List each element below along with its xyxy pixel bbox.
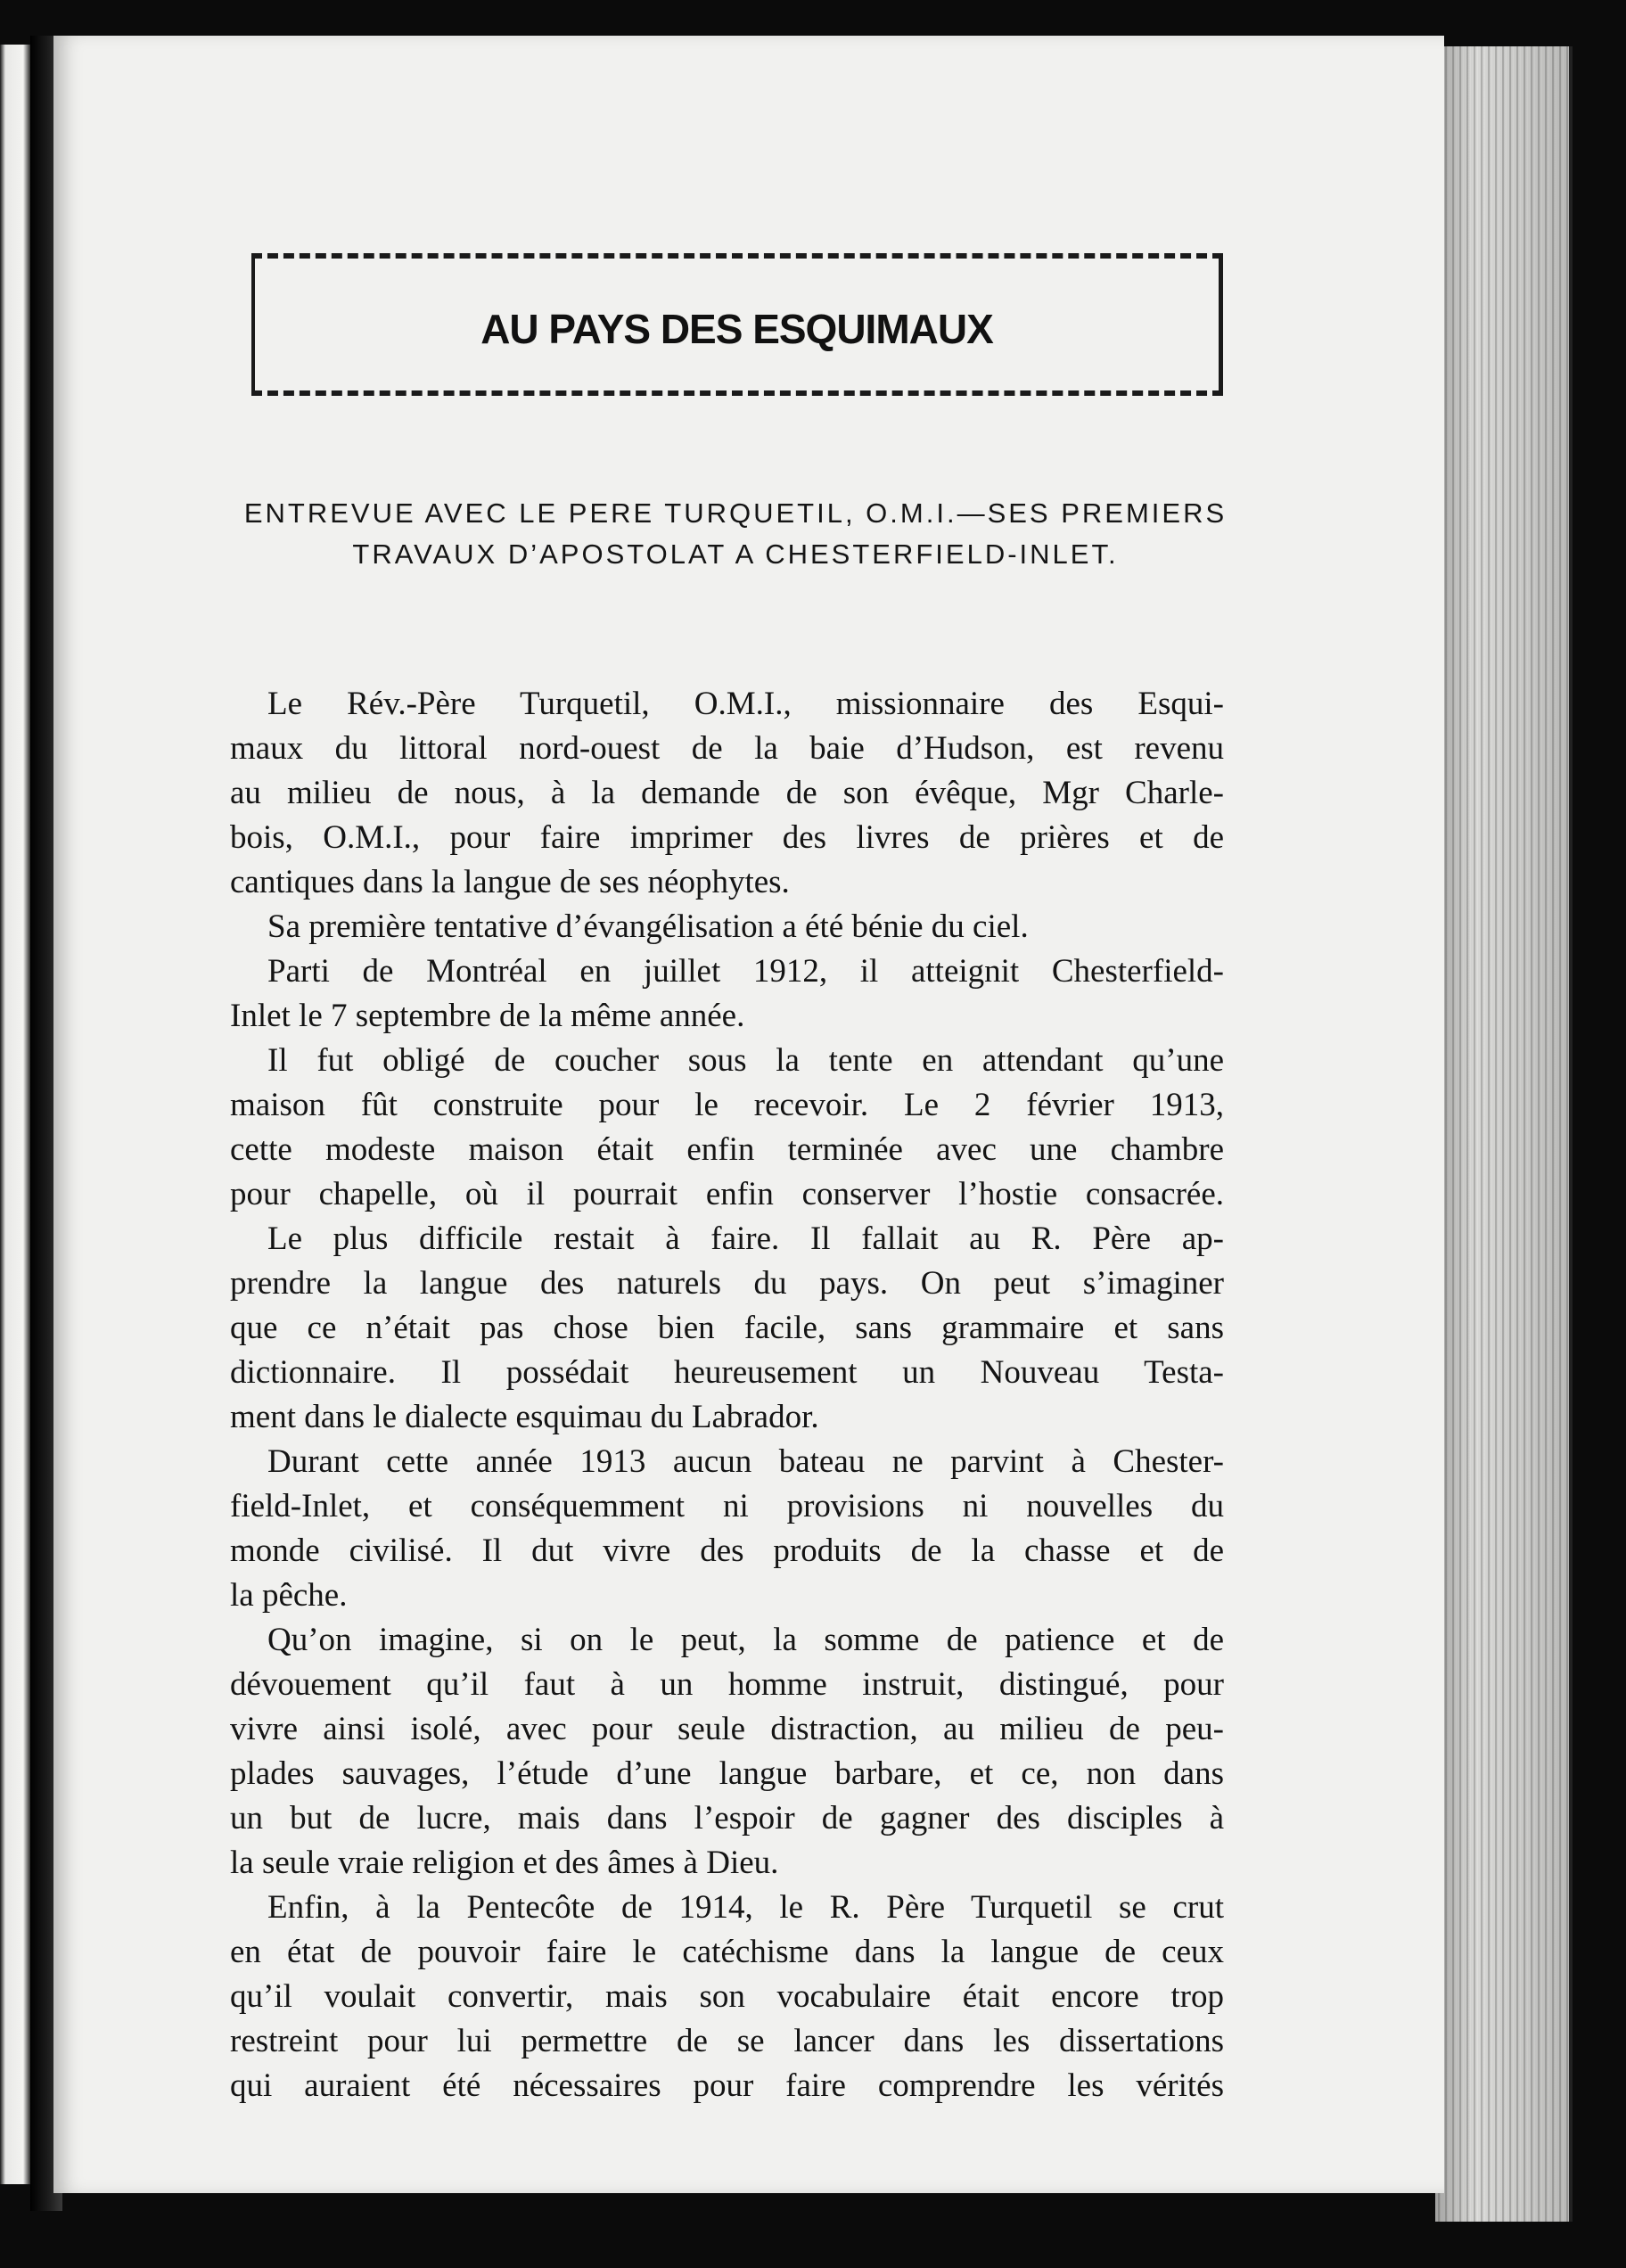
text-line: Sa première tentative d’évangélisation a été bénie du ciel. bbox=[267, 908, 1029, 945]
subtitle-line-1: ENTREVUE AVEC LE PERE TURQUETIL, O.M.I.—SES PREMIERS bbox=[243, 497, 1228, 529]
text-line: Inlet le 7 septembre de la même année. bbox=[230, 998, 745, 1034]
text-line: ment dans le dialecte esquimau du Labrador. bbox=[230, 1399, 819, 1435]
stacked-page-edges bbox=[1435, 46, 1573, 2222]
text-line: prendre la langue des naturels du pays. On peut s’imaginer bbox=[230, 1265, 1224, 1302]
text-line: field-Inlet, et conséquemment ni provisions ni nouvelles du bbox=[230, 1488, 1224, 1524]
text-line: pour chapelle, où il pourrait enfin conserver l’hostie consacrée. bbox=[230, 1176, 1224, 1212]
text-line: Il fut obligé de coucher sous la tente en attendant qu’une bbox=[267, 1042, 1224, 1079]
text-line: Qu’on imagine, si on le peut, la somme de patience et de bbox=[267, 1622, 1224, 1658]
text-line: dévouement qu’il faut à un homme instruit, distingué, pour bbox=[230, 1666, 1224, 1703]
text-line: la pêche. bbox=[230, 1577, 348, 1614]
text-line: Le Rév.-Père Turquetil, O.M.I., missionnaire des Esqui- bbox=[267, 686, 1224, 722]
text-line: Durant cette année 1913 aucun bateau ne parvint à Chester- bbox=[267, 1443, 1224, 1480]
text-line: monde civilisé. Il dut vivre des produits de la chasse et de bbox=[230, 1533, 1224, 1569]
text-line: vivre ainsi isolé, avec pour seule distraction, au milieu de peu- bbox=[230, 1711, 1224, 1747]
text-line: plades sauvages, l’étude d’une langue barbare, et ce, non dans bbox=[230, 1755, 1224, 1792]
text-line: restreint pour lui permettre de se lancer dans les dissertations bbox=[230, 2023, 1224, 2059]
facing-page-edge bbox=[0, 45, 30, 2184]
page-title: AU PAYS DES ESQUIMAUX bbox=[480, 306, 993, 352]
text-line: bois, O.M.I., pour faire imprimer des livres de prières et de bbox=[230, 819, 1224, 856]
text-line: cette modeste maison était enfin terminée avec une chambre bbox=[230, 1131, 1224, 1168]
text-line: Enfin, à la Pentecôte de 1914, le R. Père Turquetil se crut bbox=[267, 1889, 1224, 1926]
text-line: un but de lucre, mais dans l’espoir de gagner des disciples à bbox=[230, 1800, 1224, 1837]
subtitle-line-2: TRAVAUX D’APOSTOLAT A CHESTERFIELD-INLET. bbox=[352, 538, 1119, 570]
text-line: la seule vraie religion et des âmes à Dieu. bbox=[230, 1845, 779, 1881]
text-line: dictionnaire. Il possédait heureusement un Nouveau Testa- bbox=[230, 1354, 1224, 1391]
text-line: en état de pouvoir faire le catéchisme dans la langue de ceux bbox=[230, 1934, 1224, 1970]
text-line: Le plus difficile restait à faire. Il fallait au R. Père ap- bbox=[267, 1220, 1224, 1257]
text-line: maison fût construite pour le recevoir. Le 2 février 1913, bbox=[230, 1087, 1224, 1123]
text-line: Parti de Montréal en juillet 1912, il atteignit Chesterfield- bbox=[267, 953, 1224, 990]
text-line: que ce n’était pas chose bien facile, sans grammaire et sans bbox=[230, 1310, 1224, 1346]
text-line: qu’il voulait convertir, mais son vocabulaire était encore trop bbox=[230, 1978, 1224, 2015]
text-line: au milieu de nous, à la demande de son évêque, Mgr Charle- bbox=[230, 775, 1224, 811]
text-line: maux du littoral nord-ouest de la baie d’Hudson, est revenu bbox=[230, 730, 1224, 767]
article-body bbox=[230, 682, 1224, 2108]
text-line: qui auraient été nécessaires pour faire comprendre les vérités bbox=[230, 2067, 1224, 2104]
text-line: cantiques dans la langue de ses néophytes. bbox=[230, 864, 790, 900]
title-frame bbox=[251, 253, 1223, 396]
